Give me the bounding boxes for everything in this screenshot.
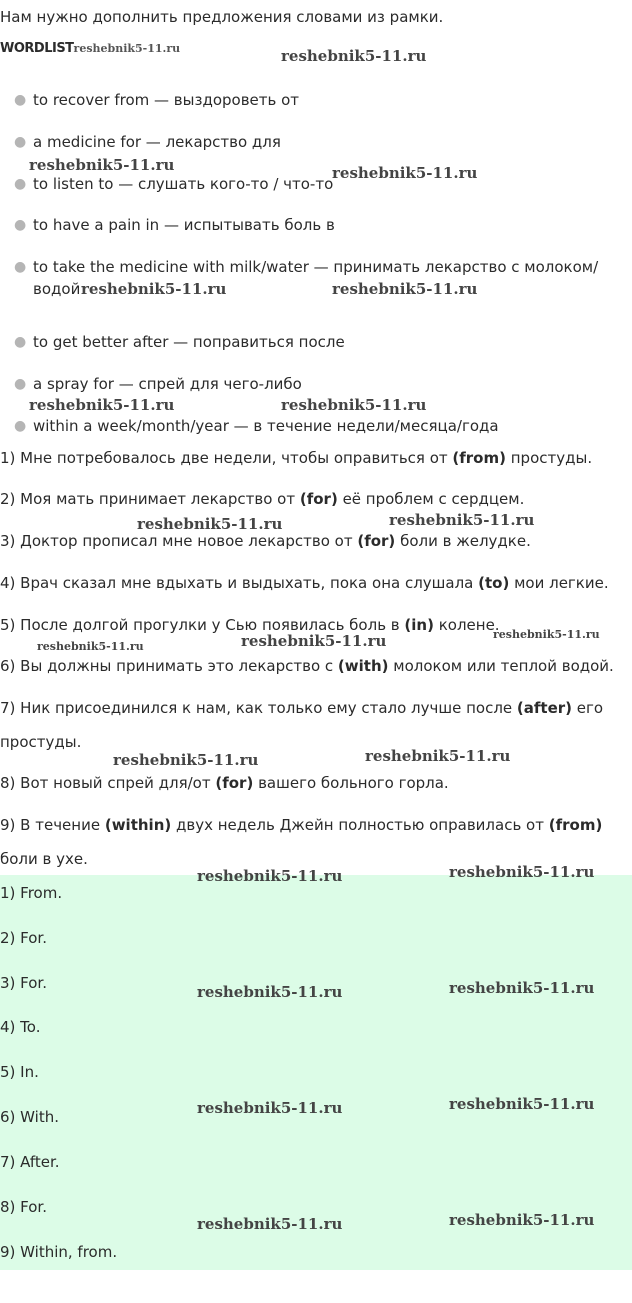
watermark: reshebnik5-11.ru bbox=[449, 1095, 595, 1113]
watermark: reshebnik5-11.ru bbox=[449, 979, 595, 997]
bullet-icon: ● bbox=[14, 334, 27, 350]
watermark: reshebnik5-11.ru bbox=[241, 632, 387, 650]
answer-word: (within) bbox=[104, 816, 172, 834]
watermark: reshebnik5-11.ru bbox=[29, 156, 175, 174]
bullet-icon: ● bbox=[14, 176, 27, 192]
answer-item: 7) After. bbox=[0, 1153, 60, 1171]
watermark: reshebnik5-11.ru bbox=[493, 628, 600, 641]
watermark: reshebnik5-11.ru bbox=[113, 751, 259, 769]
sentence: 9) В течение (within) двух недель Джейн полностью оправилась от (from) боли в ухе. bbox=[0, 816, 603, 868]
wordlist-item: ● to take the medicine with milk/water — принимать лекарство с молоком/водой bbox=[14, 258, 599, 298]
answer-word: (for) bbox=[299, 490, 338, 508]
sentence: 6) Вы должны принимать это лекарство с (with) молоком или теплой водой. bbox=[0, 657, 614, 675]
wordlist-label: WORDLIST bbox=[0, 41, 74, 56]
wordlist-item: ● within a week/month/year — в течение недели/месяца/года bbox=[14, 417, 499, 435]
answer-item: 1) From. bbox=[0, 884, 63, 902]
answer-word: (for) bbox=[357, 532, 396, 550]
answer-item: 9) Within, from. bbox=[0, 1243, 118, 1261]
sentence: 5) После долгой прогулки у Сью появилась боль в (in) колене. bbox=[0, 616, 500, 634]
watermark: reshebnik5-11.ru bbox=[281, 47, 427, 65]
answer-word: (to) bbox=[478, 574, 510, 592]
watermark: reshebnik5-11.ru bbox=[197, 1099, 343, 1117]
sentence: 1) Мне потребовалось две недели, чтобы оправиться от (from) простуды. bbox=[0, 449, 593, 467]
bullet-icon: ● bbox=[14, 259, 27, 275]
sentence: 2) Моя мать принимает лекарство от (for) её проблем с сердцем. bbox=[0, 490, 525, 508]
watermark: reshebnik5-11.ru bbox=[449, 1211, 595, 1229]
answer-word: (after) bbox=[516, 699, 573, 717]
bullet-icon: ● bbox=[14, 134, 27, 150]
answer-word: (for) bbox=[215, 774, 254, 792]
sentence: 7) Ник присоединился к нам, как только ему стало лучше после (after) его простуды. bbox=[0, 699, 604, 751]
watermark: reshebnik5-11.ru bbox=[29, 396, 175, 414]
watermark: reshebnik5-11.ru bbox=[197, 1215, 343, 1233]
watermark: reshebnik5-11.ru bbox=[137, 515, 283, 533]
answer-item: 6) With. bbox=[0, 1108, 59, 1126]
watermark: reshebnik5-11.ru bbox=[365, 747, 511, 765]
watermark: reshebnik5-11.ru bbox=[281, 396, 427, 414]
watermark: reshebnik5-11.ru bbox=[81, 280, 227, 298]
watermark: reshebnik5-11.ru bbox=[37, 640, 144, 653]
answer-item: 2) For. bbox=[0, 929, 47, 947]
wordlist-item: ● a medicine for — лекарство для bbox=[14, 133, 281, 151]
answer-word: (from) bbox=[452, 449, 506, 467]
answer-item: 4) To. bbox=[0, 1018, 41, 1036]
watermark: reshebnik5-11.ru bbox=[197, 867, 343, 885]
watermark: reshebnik5-11.ru bbox=[197, 983, 343, 1001]
answer-word: (from) bbox=[548, 816, 603, 834]
watermark: reshebnik5-11.ru bbox=[332, 164, 478, 182]
sentence: 8) Вот новый спрей для/от (for) вашего больного горла. bbox=[0, 774, 449, 792]
answer-item: 5) In. bbox=[0, 1063, 39, 1081]
watermark: reshebnik5-11.ru bbox=[332, 280, 478, 298]
sentence: 4) Врач сказал мне вдыхать и выдыхать, пока она слушала (to) мои легкие. bbox=[0, 574, 609, 592]
sentence: 3) Доктор прописал мне новое лекарство от (for) боли в желудке. bbox=[0, 532, 531, 550]
wordlist-item: ● to recover from — выздороветь от bbox=[14, 91, 300, 109]
answer-word: (with) bbox=[337, 657, 389, 675]
answer-item: 8) For. bbox=[0, 1198, 47, 1216]
watermark-inline: reshebnik5-11.ru bbox=[73, 42, 181, 55]
watermark: reshebnik5-11.ru bbox=[389, 511, 535, 529]
bullet-icon: ● bbox=[14, 92, 27, 108]
wordlist-item: ● a spray for — спрей для чего-либо bbox=[14, 375, 302, 393]
intro-text: Нам нужно дополнить предложения словами из рамки. bbox=[0, 8, 444, 26]
bullet-icon: ● bbox=[14, 376, 27, 392]
wordlist-item: ● to have a pain in — испытывать боль в bbox=[14, 216, 335, 234]
watermark: reshebnik5-11.ru bbox=[449, 863, 595, 881]
wordlist-item: ● to get better after — поправиться после bbox=[14, 333, 345, 351]
answer-item: 3) For. bbox=[0, 974, 47, 992]
wordlist-heading bbox=[0, 40, 180, 58]
bullet-icon: ● bbox=[14, 418, 27, 434]
answer-word: (in) bbox=[404, 616, 434, 634]
wordlist-item: ● to listen to — слушать кого-то / что-то bbox=[14, 175, 334, 193]
bullet-icon: ● bbox=[14, 217, 27, 233]
